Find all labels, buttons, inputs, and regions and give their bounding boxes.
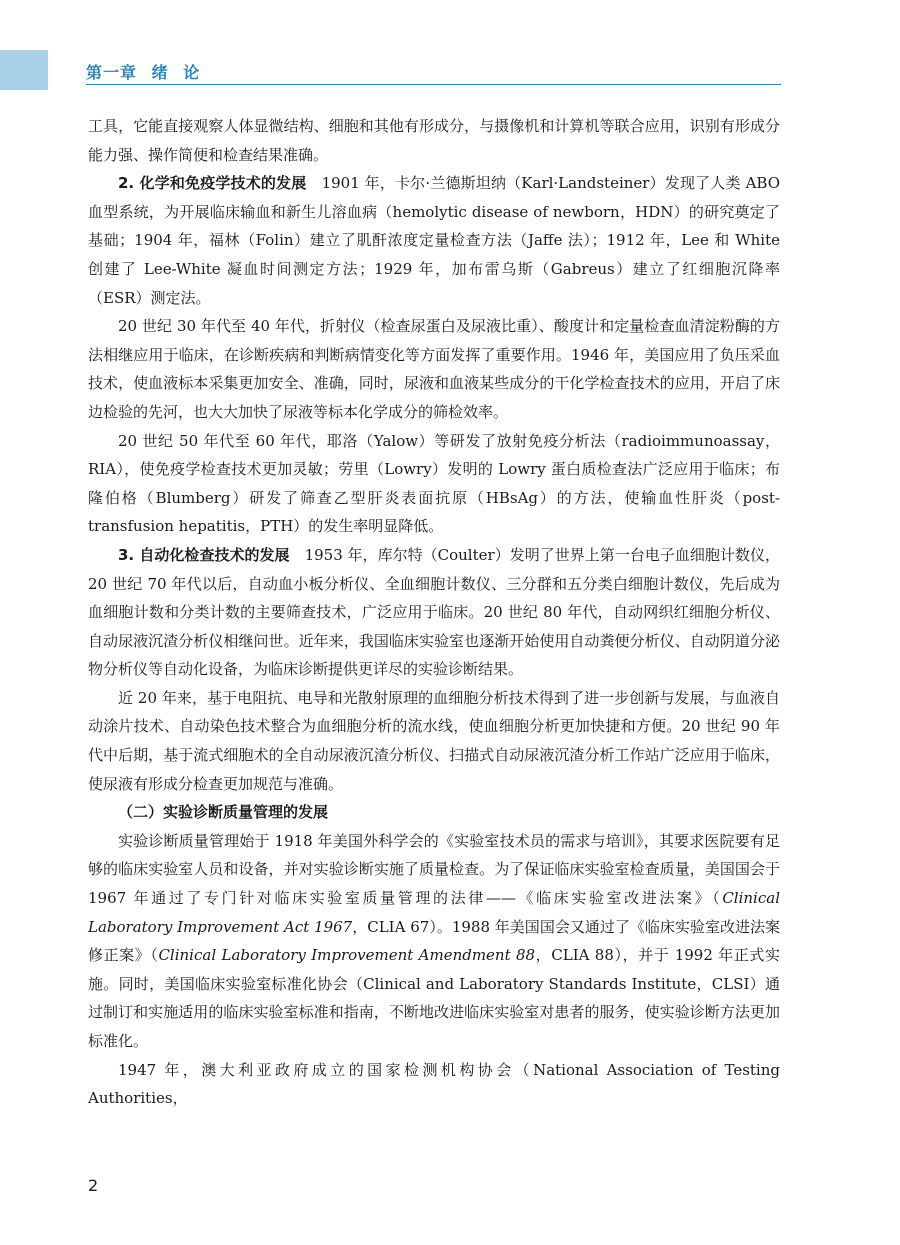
italic-title-clia88: Clinical Laboratory Improvement Amendment 88 [158,946,536,965]
paragraph-quality-management [88,827,780,1056]
page-number: 2 [88,1176,99,1195]
paragraph-automation [88,541,780,684]
paragraph-text: ，CLIA 88），并于 1992 年正式实施。同时，美国临床实验室标准化协会（Clinical and Laboratory Standards Institute，CLSI）通过制订和实施适用的临床实验室标准和指南，不断地改进临床实验室对患者的服务，使实验诊断方法更加标准化。 [88,946,780,1050]
paragraph-1930s-1940s: 20 世纪 30 年代至 40 年代，折射仪（检查尿蛋白及尿液比重）、酸度计和定量检查血清淀粉酶的方法相继应用于临床，在诊断疾病和判断病情变化等方面发挥了重要作用。1946 年，美国应用了负压采血技术，使血液标本采集更加安全、准确，同时，尿液和血液某些成分的干化学检查技术的应用，开启了床边检验的先河，也大大加快了尿液等标本化学成分的筛检效率。 [88,317,780,421]
paragraph-text: 1901 年，卡尔·兰德斯坦纳（Karl·Landsteiner）发现了人类 ABO 血型系统，为开展临床输血和新生儿溶血病（hemolytic disease of newborn，HDN）的研究奠定了基础；1904 年，福林（Folin）建立了肌酐浓度定量检查方法（Jaffe 法）；1912 年，Lee 和 White 创建了 Lee-White 凝血时间测定方法；1929 年，加布雷乌斯（Gabreus）建立了红细胞沉降率（ESR）测定法。 [88,174,780,307]
page-body [88,112,780,1113]
paragraph-continued: 工具，它能直接观察人体显微结构、细胞和其他有形成分，与摄像机和计算机等联合应用，识别有形成分能力强、操作简便和检查结果准确。 [88,117,780,164]
header-divider [86,84,781,85]
subsection-heading-automation: 3. 自动化检查技术的发展 [118,545,290,564]
paragraph-chemistry-immunology [88,169,780,312]
subsection-heading-chemistry: 2. 化学和免疫学技术的发展 [118,174,307,193]
italic-title-clia67: Clinical Laboratory Improvement Act 1967 [88,889,780,936]
paragraph-text: 实验诊断质量管理始于 1918 年美国外科学会的《实验室技术员的需求与培训》，其要求医院要有足够的临床实验室人员和设备，并对实验诊断实施了质量检查。为了保证临床实验室检查质量，美国国会于 1967 年通过了专门针对临床实验室质量管理的法律——《临床实验室改进法案》（ [88,831,780,908]
section-heading-quality-management: （二）实验诊断质量管理的发展 [118,803,329,822]
header-tab-decoration [0,50,48,90]
paragraph-1947-australia: 1947 年，澳大利亚政府成立的国家检测机构协会（National Association of Testing Authorities， [88,1060,780,1108]
chapter-title: 第一章 绪 论 [86,63,201,82]
paragraph-text: ，CLIA 67）。1988 年美国国会又通过了《临床实验室改进法案修正案》（ [88,917,780,965]
paragraph-recent-20-years: 近 20 年来，基于电阻抗、电导和光散射原理的血细胞分析技术得到了进一步创新与发展，与血液自动涂片技术、自动染色技术整合为血细胞分析的流水线，使血细胞分析更加快捷和方便。20 世纪 90 年代中后期，基于流式细胞术的全自动尿液沉渣分析仪、扫描式自动尿液沉渣分析工作站广泛应用于临床，使尿液有形成分检查更加规范与准确。 [88,688,780,793]
paragraph-1950s-1960s: 20 世纪 50 年代至 60 年代，耶洛（Yalow）等研发了放射免疫分析法（radioimmunoassay，RIA），使免疫学检查技术更加灵敏；劳里（Lowry）发明的 Lowry 蛋白质检查法广泛应用于临床；布隆伯格（Blumberg）研发了筛查乙型肝炎表面抗原（HBsAg）的方法，使输血性肝炎（post-transfusion hepatitis，PTH）的发生率明显降低。 [88,431,780,536]
paragraph-text: 1953 年，库尔特（Coulter）发明了世界上第一台电子血细胞计数仪，20 世纪 70 年代以后，自动血小板分析仪、全血细胞计数仪、三分群和五分类白细胞计数仪，先后成为血细胞计数和分类计数的主要筛查技术，广泛应用于临床。20 世纪 80 年代，自动网织红细胞分析仪、自动尿液沉渣分析仪相继问世。近年来，我国临床实验室也逐渐开始使用自动粪便分析仪、自动阴道分泌物分析仪等自动化设备，为临床诊断提供更详尽的实验诊断结果。 [88,545,780,679]
